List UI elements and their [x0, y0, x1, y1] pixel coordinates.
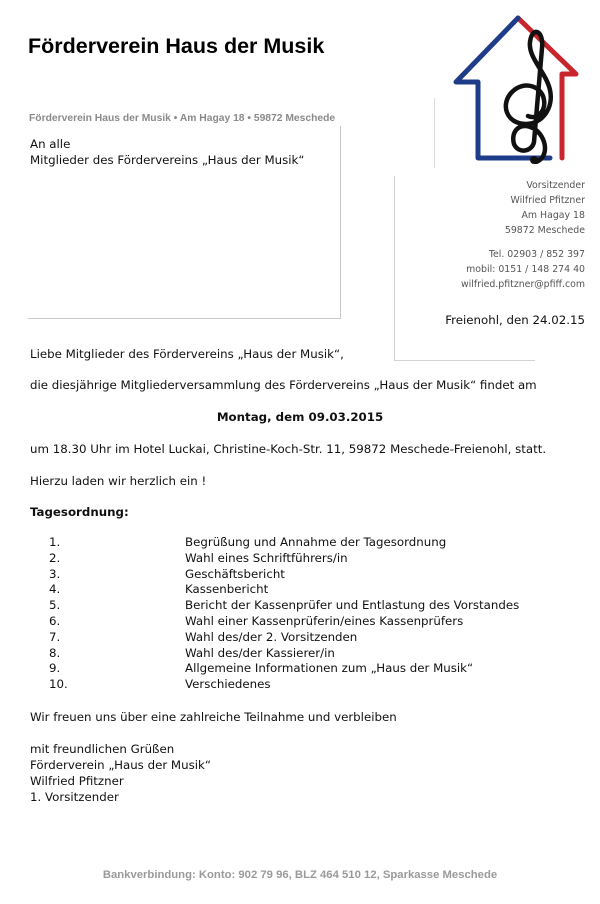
location-text: um 18.30 Uhr im Hotel Luckai, Christine-Koch-Str. 11, 59872 Meschede-Freienohl, statt.	[30, 442, 547, 456]
agenda-item-text: Begrüßung und Annahme der Tagesordnung	[185, 535, 447, 549]
signer-name: Wilfried Pfitzner	[30, 774, 124, 788]
contact-street: Am Hagay 18	[521, 210, 585, 221]
organization-name: Förderverein „Haus der Musik“	[30, 758, 211, 772]
contact-role: Vorsitzender	[526, 180, 585, 191]
contact-phone: Tel. 02903 / 852 397	[488, 249, 585, 260]
invite-text: Hierzu laden wir herzlich ein !	[30, 474, 207, 488]
agenda-heading: Tagesordnung:	[30, 505, 129, 519]
regards: mit freundlichen Grüßen	[30, 742, 175, 756]
contact-email: wilfried.pfitzner@pfiff.com	[460, 279, 585, 290]
recipient-line-2: Mitglieder des Fördervereins „Haus der Musik“	[30, 153, 305, 167]
agenda-item-text: Wahl einer Kassenprüferin/eines Kassenprüfers	[185, 614, 464, 628]
agenda-item-number: 1.	[49, 535, 61, 549]
agenda-item-text: Kassenbericht	[185, 582, 269, 597]
agenda-item-text: Bericht der Kassenprüfer und Entlastung des Vorstandes	[185, 598, 520, 613]
recipient-line-1: An alle	[30, 137, 71, 151]
meeting-date: Montag, dem 09.03.2015	[216, 410, 384, 424]
closing-text: Wir freuen uns über eine zahlreiche Teilnahme und verbleiben	[30, 710, 397, 724]
agenda-item-number: 6.	[49, 614, 61, 628]
contact-city: 59872 Meschede	[504, 225, 585, 236]
agenda-item-number: 8.	[49, 645, 61, 660]
agenda-item-number: 7.	[49, 629, 61, 644]
agenda-item-number: 2.	[49, 550, 61, 565]
agenda-item-number: 10.	[49, 677, 68, 692]
agenda-item-number: 5.	[49, 598, 61, 613]
signer-role: 1. Vorsitzender	[30, 790, 119, 804]
agenda-item-text: Wahl des/der 2. Vorsitzenden	[185, 629, 358, 644]
agenda-item-text: Geschäftsbericht	[185, 566, 285, 581]
agenda-item-text: Wahl des/der Kassierer/in	[185, 645, 335, 660]
divider	[434, 98, 435, 168]
contact-name: Wilfried Pfitzner	[510, 195, 585, 206]
salutation: Liebe Mitglieder des Fördervereins „Haus der Musik“,	[30, 347, 344, 361]
agenda-item-text: Allgemeine Informationen zum „Haus der Musik“	[185, 661, 474, 676]
agenda-item-number: 4.	[49, 582, 61, 597]
sender-line: Förderverein Haus der Musik • Am Hagay 18 • 59872 Meschede	[29, 113, 336, 124]
agenda-item-number: 3.	[49, 566, 61, 581]
letterhead-title: Förderverein Haus der Musik	[28, 34, 325, 58]
contact-mobile: mobil: 0151 / 148 274 40	[466, 264, 585, 275]
agenda-item-number: 9.	[49, 661, 61, 676]
date-line: Freienohl, den 24.02.15	[445, 313, 585, 327]
agenda-item-text: Verschiedenes	[185, 677, 271, 692]
house-clef-logo-icon	[450, 12, 586, 164]
bank-details-footer: Bankverbindung: Konto: 902 79 96, BLZ 464 510 12, Sparkasse Meschede	[102, 869, 498, 881]
intro-text: die diesjährige Mitgliederversammlung des Fördervereins „Haus der Musik“ findet am	[30, 378, 537, 392]
agenda-item-text: Wahl eines Schriftführers/in	[185, 550, 348, 565]
